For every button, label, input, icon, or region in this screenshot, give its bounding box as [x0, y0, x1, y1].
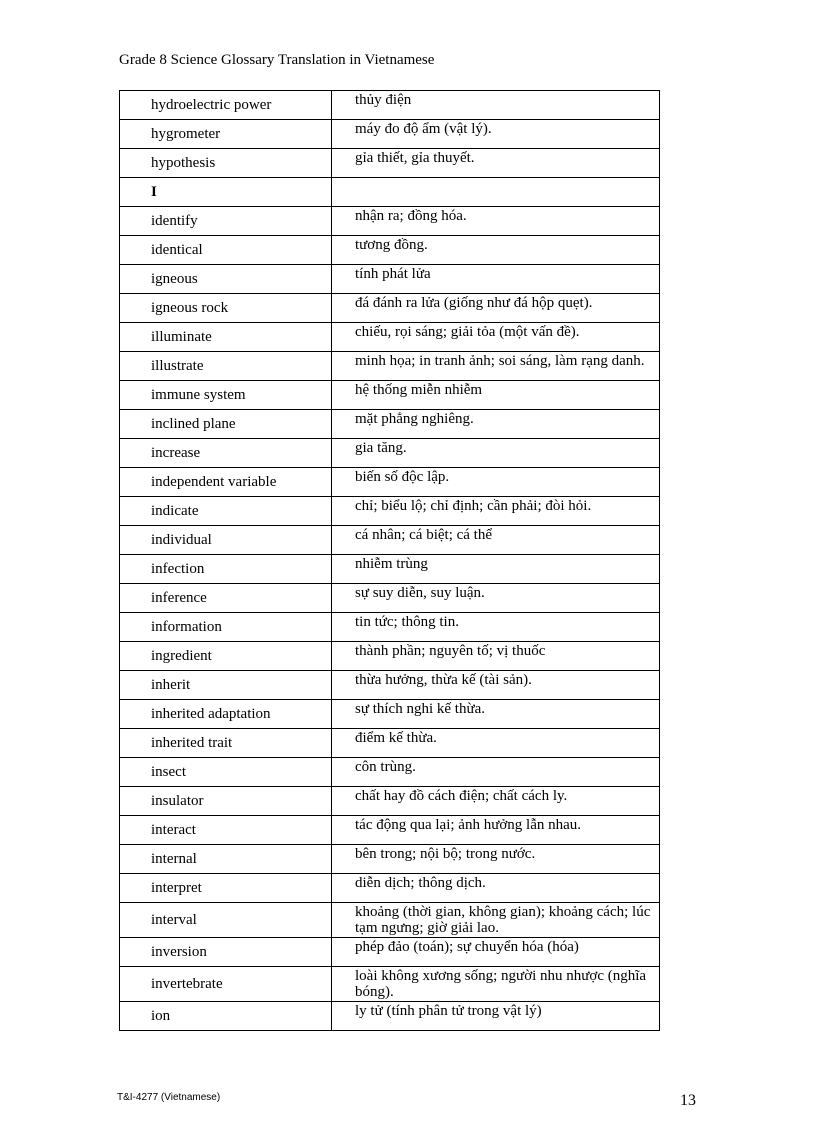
table-row — [120, 1002, 660, 1031]
table-row — [120, 816, 660, 845]
glossary-term: inherited trait — [120, 729, 332, 758]
glossary-translation: bên trong; nội bộ; trong nước. — [332, 845, 660, 874]
section-letter: I — [120, 178, 332, 207]
glossary-translation: đá đánh ra lửa (giống như đá hộp quẹt). — [332, 294, 660, 323]
glossary-translation: mặt phẳng nghiêng. — [332, 410, 660, 439]
glossary-term: igneous rock — [120, 294, 332, 323]
table-row — [120, 91, 660, 120]
glossary-term: illuminate — [120, 323, 332, 352]
glossary-translation: gia tăng. — [332, 439, 660, 468]
table-row — [120, 787, 660, 816]
glossary-translation: phép đảo (toán); sự chuyển hóa (hóa) — [332, 938, 660, 967]
glossary-term: inference — [120, 584, 332, 613]
glossary-term: interpret — [120, 874, 332, 903]
glossary-table — [119, 90, 660, 1031]
table-row — [120, 178, 660, 207]
glossary-term: hydroelectric power — [120, 91, 332, 120]
glossary-term: illustrate — [120, 352, 332, 381]
glossary-term: ingredient — [120, 642, 332, 671]
table-row — [120, 149, 660, 178]
glossary-term: inherit — [120, 671, 332, 700]
glossary-term: invertebrate — [120, 967, 332, 1002]
glossary-translation: thủy điện — [332, 91, 660, 120]
table-row — [120, 236, 660, 265]
glossary-translation: nhận ra; đồng hóa. — [332, 207, 660, 236]
glossary-term: hygrometer — [120, 120, 332, 149]
glossary-term: inclined plane — [120, 410, 332, 439]
glossary-term: ion — [120, 1002, 332, 1031]
document-code: T&I-4277 (Vietnamese) — [117, 1092, 221, 1103]
table-row — [120, 729, 660, 758]
table-row — [120, 613, 660, 642]
glossary-term: insect — [120, 758, 332, 787]
table-row — [120, 555, 660, 584]
table-row — [120, 468, 660, 497]
glossary-translation: tác động qua lại; ảnh hưởng lẫn nhau. — [332, 816, 660, 845]
glossary-term: indicate — [120, 497, 332, 526]
table-row — [120, 352, 660, 381]
table-row — [120, 410, 660, 439]
page-title: Grade 8 Science Glossary Translation in Vietnamese — [119, 52, 435, 68]
glossary-translation: sự suy diễn, suy luận. — [332, 584, 660, 613]
table-row — [120, 874, 660, 903]
glossary-translation: tin tức; thông tin. — [332, 613, 660, 642]
glossary-translation: điểm kế thừa. — [332, 729, 660, 758]
table-row — [120, 845, 660, 874]
table-row — [120, 671, 660, 700]
table-row — [120, 497, 660, 526]
glossary-translation: biến số độc lập. — [332, 468, 660, 497]
glossary-translation: máy đo độ ẩm (vật lý). — [332, 120, 660, 149]
glossary-term: internal — [120, 845, 332, 874]
glossary-term: information — [120, 613, 332, 642]
table-row — [120, 584, 660, 613]
table-row — [120, 526, 660, 555]
glossary-term: identical — [120, 236, 332, 265]
glossary-translation: chất hay đồ cách điện; chất cách ly. — [332, 787, 660, 816]
glossary-term: inherited adaptation — [120, 700, 332, 729]
table-row — [120, 207, 660, 236]
table-row — [120, 265, 660, 294]
glossary-translation: ly tử (tính phân tử trong vật lý) — [332, 1002, 660, 1031]
glossary-term: igneous — [120, 265, 332, 294]
glossary-translation: thành phần; nguyên tố; vị thuốc — [332, 642, 660, 671]
glossary-translation: sự thích nghi kế thừa. — [332, 700, 660, 729]
glossary-translation: gỉa thiết, gỉa thuyết. — [332, 149, 660, 178]
glossary-translation: côn trùng. — [332, 758, 660, 787]
table-row — [120, 120, 660, 149]
glossary-term: identify — [120, 207, 332, 236]
glossary-translation: tương đồng. — [332, 236, 660, 265]
table-row — [120, 700, 660, 729]
glossary-term: immune system — [120, 381, 332, 410]
glossary-translation: loài không xương sống; người nhu nhược (nghĩa bóng). — [332, 967, 660, 1002]
glossary-translation: diễn dịch; thông dịch. — [332, 874, 660, 903]
glossary-term: individual — [120, 526, 332, 555]
glossary-term: independent variable — [120, 468, 332, 497]
table-row — [120, 439, 660, 468]
glossary-term: interact — [120, 816, 332, 845]
table-row — [120, 758, 660, 787]
glossary-term: interval — [120, 903, 332, 938]
table-row — [120, 381, 660, 410]
glossary-term: hypothesis — [120, 149, 332, 178]
glossary-term: insulator — [120, 787, 332, 816]
glossary-translation: chỉ; biểu lộ; chỉ định; cần phải; đòi hỏi. — [332, 497, 660, 526]
glossary-body — [120, 91, 660, 1031]
glossary-translation: chiếu, rọi sáng; giải tỏa (một vấn đề). — [332, 323, 660, 352]
glossary-translation: khoảng (thời gian, không gian); khoảng cách; lúc tạm ngưng; giờ giải lao. — [332, 903, 660, 938]
table-row — [120, 903, 660, 938]
glossary-translation: hệ thống miễn nhiễm — [332, 381, 660, 410]
table-row — [120, 323, 660, 352]
table-row — [120, 294, 660, 323]
glossary-translation: tính phát lửa — [332, 265, 660, 294]
glossary-term: increase — [120, 439, 332, 468]
glossary-translation — [332, 178, 660, 207]
glossary-translation: cá nhân; cá biệt; cá thể — [332, 526, 660, 555]
glossary-term: infection — [120, 555, 332, 584]
glossary-translation: minh họa; in tranh ảnh; soi sáng, làm rạng danh. — [332, 352, 660, 381]
page-number: 13 — [680, 1092, 696, 1109]
table-row — [120, 642, 660, 671]
table-row — [120, 938, 660, 967]
glossary-term: inversion — [120, 938, 332, 967]
table-row — [120, 967, 660, 1002]
glossary-translation: thừa hưởng, thừa kế (tài sản). — [332, 671, 660, 700]
glossary-translation: nhiễm trùng — [332, 555, 660, 584]
